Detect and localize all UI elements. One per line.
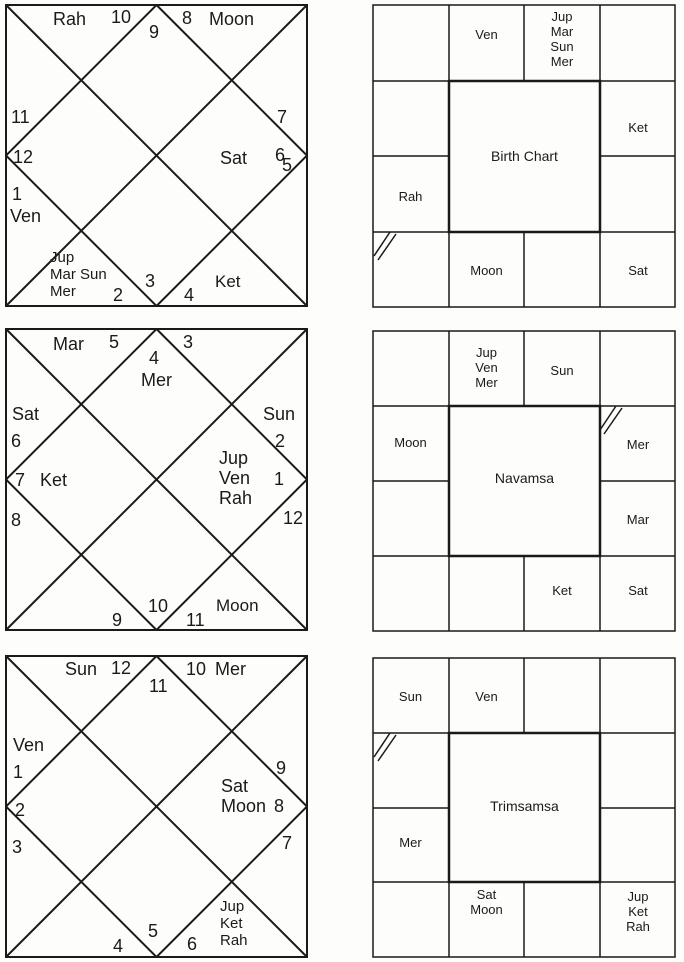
cell-aries: Ven [475,27,498,42]
house-number: 3 [12,837,23,857]
house-number: 4 [149,348,160,368]
planet-label: Mer [215,659,246,679]
house-number: 8 [182,8,193,28]
house-number: 6 [187,934,198,954]
house-number: 1 [12,184,23,204]
cell-capricorn: Mer [399,835,422,850]
planet-label: Mer [141,370,172,390]
house-number: 11 [11,107,30,127]
cell-pisces: Sun [398,689,423,704]
north-chart-birth [5,4,308,307]
house-number: 12 [283,508,304,528]
house-number: 10 [186,659,207,679]
house-number: 5 [282,155,293,175]
lagna-marker [374,232,396,260]
cell-virgo: Sat [628,263,648,278]
cell-aries: Ven [475,689,498,704]
south-chart-navamsa [372,330,676,632]
planet-label: Ket [215,272,241,291]
cell-virgo: Sat [628,583,648,598]
house-number: 2 [113,285,124,305]
house-number: 10 [148,596,169,616]
house-number: 9 [112,610,123,630]
planet-label: Mar [53,334,84,354]
lagna-marker [600,406,622,434]
planet-label: Ven [13,735,45,755]
cell-taurus: Sun [550,363,574,378]
house-number: 6 [275,145,286,165]
cell-libra: Ket [552,583,572,598]
planet-group: Jup Mar Sun Mer [50,249,107,300]
house-number: 5 [148,921,159,941]
house-number: 1 [274,469,285,489]
chart-title: Navamsa [494,470,555,486]
house-number: 9 [276,758,287,778]
planet-label: Moon [209,9,255,29]
house-number: 12 [13,147,34,167]
north-chart-navamsa [5,328,308,631]
planet-group: Jup Ket Rah [220,898,248,949]
house-number: 10 [111,7,132,27]
house-number: 8 [11,510,22,530]
planet-label: Rah [53,9,87,29]
house-number: 2 [275,431,286,451]
cell-capricorn: Rah [398,189,423,204]
house-number: 3 [145,271,156,291]
cell-leo: Mar [626,512,650,527]
house-number: 8 [274,796,285,816]
north-chart-trimsamsa [5,655,308,958]
planet-label: Ven [10,206,42,226]
cell-aries: Jup Ven Mer [475,345,498,390]
house-number: 1 [13,762,24,782]
planet-label: Sun [263,404,296,424]
planet-label: Sat [12,404,40,424]
chart-title: Birth Chart [491,148,558,164]
planet-group: Jup Ven Rah [219,448,253,509]
house-number: 4 [184,285,195,305]
cell-virgo: Jup Ket Rah [626,889,650,934]
planet-label: Sun [65,659,98,679]
south-chart-trimsamsa [372,657,676,958]
house-number: 7 [15,470,26,490]
planet-label: Sat [220,148,248,168]
house-number: 7 [282,833,293,853]
cell-scorpio: Sat Moon [470,887,503,917]
house-number: 5 [109,332,120,352]
chart-title: Trimsamsa [490,798,559,814]
house-number: 7 [277,107,288,127]
house-number: 4 [113,936,124,956]
cell-aquarius: Moon [394,435,427,450]
house-number: 6 [11,431,22,451]
house-number: 3 [183,332,194,352]
house-number: 9 [149,22,160,42]
cell-scorpio: Moon [470,263,503,278]
planet-label: Moon [216,596,259,615]
planet-group: Sat Moon [221,776,267,817]
house-number: 12 [111,658,132,678]
house-number: 11 [186,610,205,630]
cell-cancer: Ket [628,120,648,135]
lagna-marker [374,733,396,761]
house-number: 2 [15,800,26,820]
cell-taurus: Jup Mar Sun Mer [550,9,574,69]
house-number: 11 [149,676,168,696]
planet-label: Ket [40,470,68,490]
south-chart-birth [372,4,676,308]
cell-cancer: Mer [626,437,650,452]
